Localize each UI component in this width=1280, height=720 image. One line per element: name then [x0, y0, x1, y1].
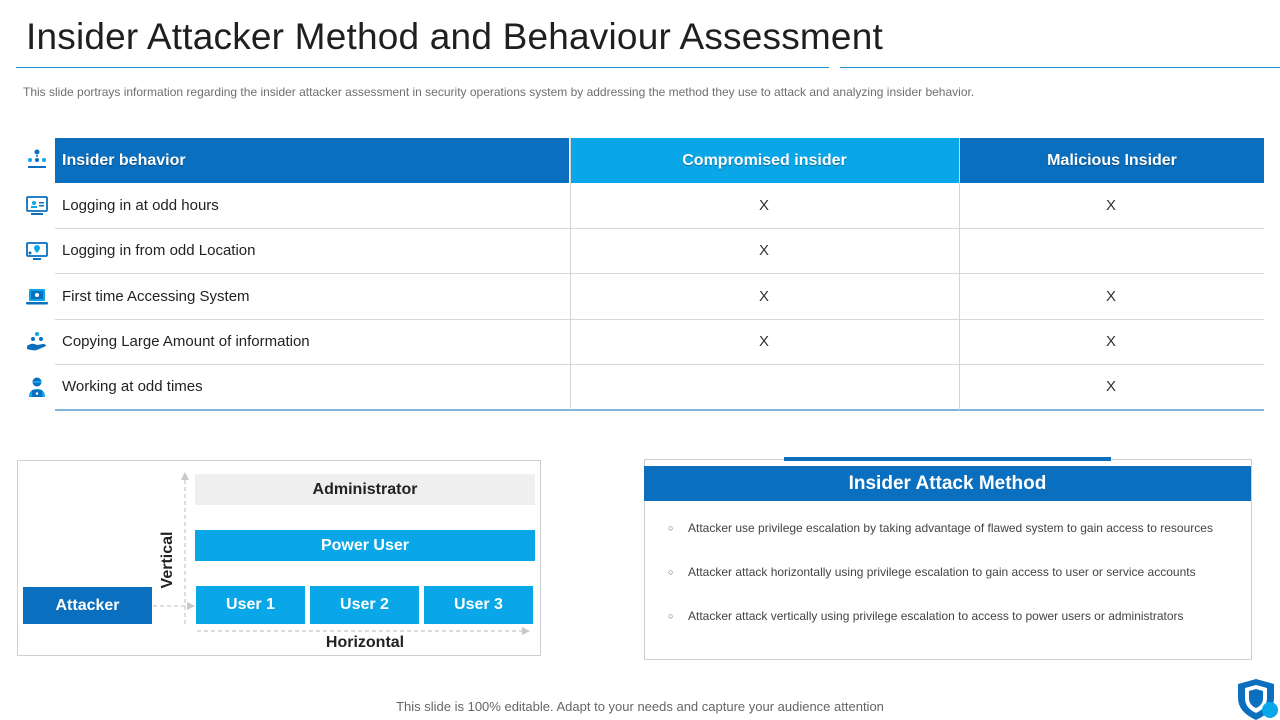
list-item	[668, 521, 1213, 535]
header-malicious-insider: Malicious Insider	[960, 138, 1264, 183]
malicious-mark: X	[1105, 333, 1116, 350]
malicious-mark: X	[1105, 197, 1116, 214]
compromised-mark: X	[758, 197, 769, 214]
header-insider-behavior: Insider behavior	[55, 138, 569, 183]
monitor-login-icon	[25, 194, 49, 218]
administrator-block: Administrator	[195, 474, 535, 505]
team-hierarchy-icon	[25, 147, 49, 171]
column-divider	[570, 138, 571, 410]
list-item	[668, 609, 1184, 623]
vertical-label-text: Vertical	[159, 531, 176, 589]
location-monitor-icon	[25, 239, 49, 263]
vertical-axis-label	[151, 520, 183, 600]
slide-subtitle: This slide portrays information regarding the insider attacker assessment in security operations system by addressing the method they use to attack and analyzing insider behavior.	[23, 85, 975, 99]
behavior-label: Logging in at odd hours	[62, 197, 219, 214]
horizontal-axis-label: Horizontal	[325, 634, 405, 651]
compromised-mark: X	[758, 288, 769, 305]
compromised-mark: X	[758, 242, 769, 259]
bullet-text: Attacker use privilege escalation by taking advantage of flawed system to gain access to resources	[688, 521, 1213, 535]
behavior-label: First time Accessing System	[62, 288, 250, 305]
title-underline-right	[840, 67, 1280, 68]
hacker-icon	[25, 375, 49, 399]
column-divider	[959, 138, 960, 410]
behavior-label: Logging in from odd Location	[62, 242, 256, 259]
attacker-block: Attacker	[23, 587, 152, 624]
slide-footer: This slide is 100% editable. Adapt to your needs and capture your audience attention	[396, 699, 884, 714]
table-row	[55, 183, 1264, 229]
title-underline	[16, 67, 829, 68]
user-block: User 3	[424, 586, 533, 624]
bullet-icon: ○	[668, 567, 674, 577]
user-block: User 2	[310, 586, 419, 624]
panel-accent-bar	[784, 457, 1111, 461]
malicious-mark: X	[1105, 378, 1116, 395]
bullet-icon: ○	[668, 523, 674, 533]
bullet-text: Attacker attack horizontally using privilege escalation to gain access to user or service accounts	[688, 565, 1196, 579]
slide-title: Insider Attacker Method and Behaviour Assessment	[26, 16, 883, 57]
bullet-icon: ○	[668, 611, 674, 621]
attack-method-heading: Insider Attack Method	[644, 466, 1251, 501]
table-row	[55, 364, 1264, 411]
laptop-icon	[25, 285, 49, 309]
power-user-block: Power User	[195, 530, 535, 561]
bullet-text: Attacker attack vertically using privilege escalation to access to power users or administrators	[688, 609, 1184, 623]
malicious-mark: X	[1105, 288, 1116, 305]
user-block: User 1	[196, 586, 305, 624]
behavior-label: Working at odd times	[62, 378, 203, 395]
compromised-mark: X	[758, 333, 769, 350]
list-item	[668, 565, 1196, 579]
shield-icon	[1236, 678, 1280, 720]
hand-data-icon	[25, 330, 49, 354]
behavior-label: Copying Large Amount of information	[62, 333, 310, 350]
header-compromised-insider: Compromised insider	[570, 138, 959, 183]
